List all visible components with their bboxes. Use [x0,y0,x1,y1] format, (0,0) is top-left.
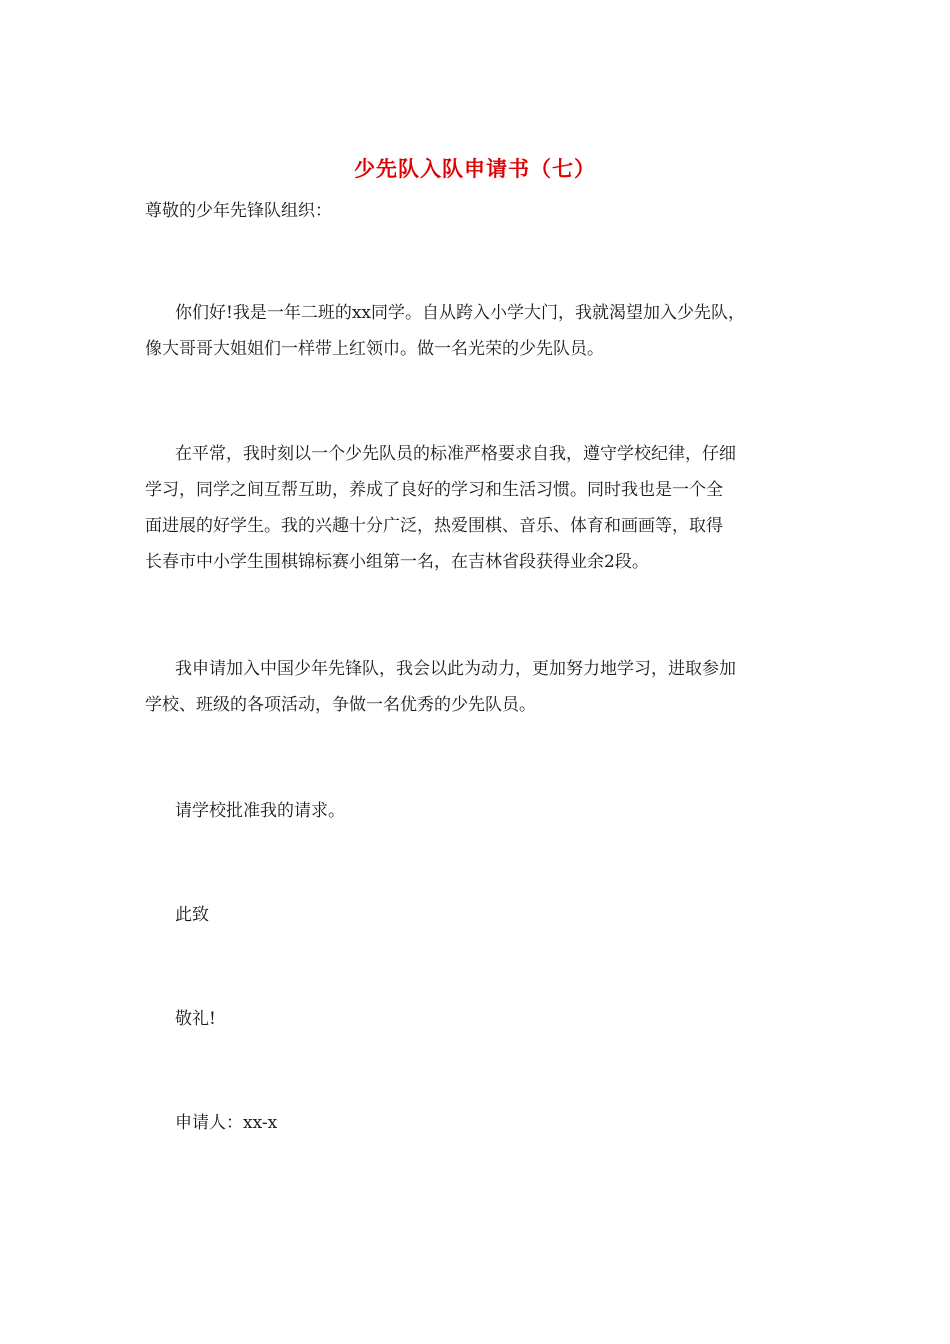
applicant-signature: 申请人：xx-x [175,1113,278,1133]
document-title: 少先队入队申请书（七） [354,156,596,181]
paragraph-line: 像大哥哥大姐姐们一样带上红领巾。做一名光荣的少先队员。 [145,339,604,359]
paragraph-conduct [145,436,810,580]
paragraph-line: 学校、班级的各项活动，争做一名优秀的少先队员。 [145,695,536,715]
request-line: 请学校批准我的请求。 [175,801,345,821]
paragraph-line: 面进展的好学生。我的兴趣十分广泛，热爱围棋、音乐、体育和画画等，取得 [145,516,723,536]
paragraph-intro [145,295,810,367]
paragraph-line: 你们好!我是一年二班的xx同学。自从跨入小学大门，我就渴望加入少先队， [175,303,746,323]
paragraph-line: 在平常，我时刻以一个少先队员的标准严格要求自我，遵守学校纪律，仔细 [175,444,736,464]
paragraph-line: 我申请加入中国少年先锋队，我会以此为动力，更加努力地学习，进取参加 [175,659,736,679]
closing-jingli: 敬礼! [175,1009,216,1029]
closing-cizhi: 此致 [175,905,209,925]
paragraph-line: 学习，同学之间互帮互助，养成了良好的学习和生活习惯。同时我也是一个全 [145,480,723,500]
paragraph-line: 长春市中小学生围棋锦标赛小组第一名，在吉林省段获得业余2段。 [145,552,649,572]
salutation: 尊敬的少年先锋队组织： [145,201,332,221]
paragraph-pledge [145,651,810,723]
